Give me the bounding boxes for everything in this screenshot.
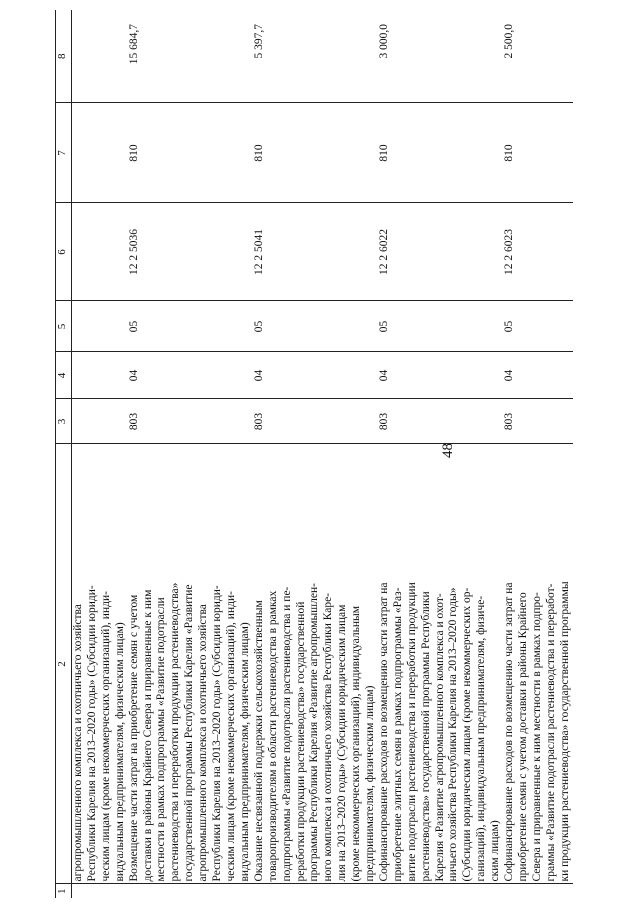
table-row: [253, 10, 378, 898]
target-item-code: [72, 203, 128, 301]
table-row: [72, 10, 128, 898]
column-header: 5: [56, 301, 72, 352]
column-header: 3: [56, 399, 72, 444]
expense-type-code: 810: [378, 103, 503, 203]
target-item-code: 12 2 5036: [128, 203, 253, 301]
column-header: 8: [56, 10, 72, 103]
column-header: 4: [56, 352, 72, 399]
target-item-code: 12 2 6023: [503, 203, 573, 301]
expense-type-code: 810: [253, 103, 378, 203]
admin-code: 803: [378, 399, 503, 444]
section-code: 04: [378, 352, 503, 399]
amount: 15 684,7: [128, 10, 253, 103]
admin-code: [72, 399, 128, 444]
table-row: [128, 10, 253, 898]
table-row: [378, 10, 503, 898]
section-code: [72, 352, 128, 399]
expense-type-code: 810: [128, 103, 253, 203]
subsection-code: 05: [253, 301, 378, 352]
subsection-code: 05: [128, 301, 253, 352]
row-description: Оказание несвязанной поддержки сельскохозяйственным товаропроизводителям в области растениеводства в рамках подпрограммы «Развитие подотрасли растениеводства и пе- реработки продукции растениеводства» государственной программы Республики Карелия «Развитие агропромышлен- ного комплекса и охотничьего хозяйства Республики Каре- лия на 2013–2020 годы» (Субсидии юридическим лицам (кроме некоммерческих организаций), индивидуальным предпринимателям, физическим лицам): [253, 444, 378, 884]
expense-type-code: [72, 103, 128, 203]
subsection-code: [72, 301, 128, 352]
target-item-code: 12 2 5041: [253, 203, 378, 301]
page-number: 48: [440, 443, 456, 458]
section-code: 04: [503, 352, 573, 399]
table-row: [503, 10, 573, 898]
amount: 5 397,7: [253, 10, 378, 103]
target-item-code: 12 2 6022: [378, 203, 503, 301]
row-description: агропромышленного комплекса и охотничьего хозяйства Республики Карелия на 2013–2020 годы» (Субсидии юриди- ческим лицам (кроме некоммерческих организаций), инди- видуальным предпринимателям, физическим лицам): [72, 444, 128, 884]
section-code: 04: [253, 352, 378, 399]
column-header: 6: [56, 203, 72, 301]
subsection-code: 05: [378, 301, 503, 352]
expense-type-code: 810: [503, 103, 573, 203]
column-header: 2: [56, 444, 72, 884]
amount: 2 500,0: [503, 10, 573, 103]
row-description: Возмещение части затрат на приобретение семян с учетом доставки в районы Крайнего Севера и приравненные к ним местности в рамках подпрограммы «Развитие подотрасли растениеводства и переработки продукции растениеводства» государственной программы Республики Карелия «Развитие агропромышленного комплекса и охотничьего хозяйства Республики Карелия на 2013–2020 годы» (Субсидии юриди- ческим лицам (кроме некоммерческих организаций), инди- видуальным предпринимателям, физическим лицам): [128, 444, 253, 884]
column-header: 1: [56, 884, 72, 898]
admin-code: 803: [503, 399, 573, 444]
row-description: Софинансирование расходов по возмещению части затрат на приобретение семян с учетом доставки в районы Крайнего Севера и приравненные к ним местности в рамках подпро- граммы «Развитие подотрасли растениеводства и переработ- ки продукции растениеводства» государственной программы: [503, 444, 573, 884]
section-code: 04: [128, 352, 253, 399]
header-row: [56, 10, 72, 898]
amount: [72, 10, 128, 103]
subsection-code: 05: [503, 301, 573, 352]
admin-code: 803: [128, 399, 253, 444]
admin-code: 803: [253, 399, 378, 444]
column-header: 7: [56, 103, 72, 203]
budget-table-rotated: [55, 10, 640, 898]
row-description: Софинансирование расходов по возмещению части затрат на приобретение элитных семян в рамках подпрограммы «Раз- витие подотрасли растениеводства и переработки продукции растениеводства» государственной программы Республики Карелия «Развитие агропромышленного комплекса и охот- ничьего хозяйства Республики Карелия на 2013–2020 годы» (Субсидии юридическим лицам (кроме некоммерческих ор- ганизаций), индивидуальным предпринимателям, физиче- ским лицам): [378, 444, 503, 884]
budget-table: [55, 10, 573, 898]
amount: 3 000,0: [378, 10, 503, 103]
